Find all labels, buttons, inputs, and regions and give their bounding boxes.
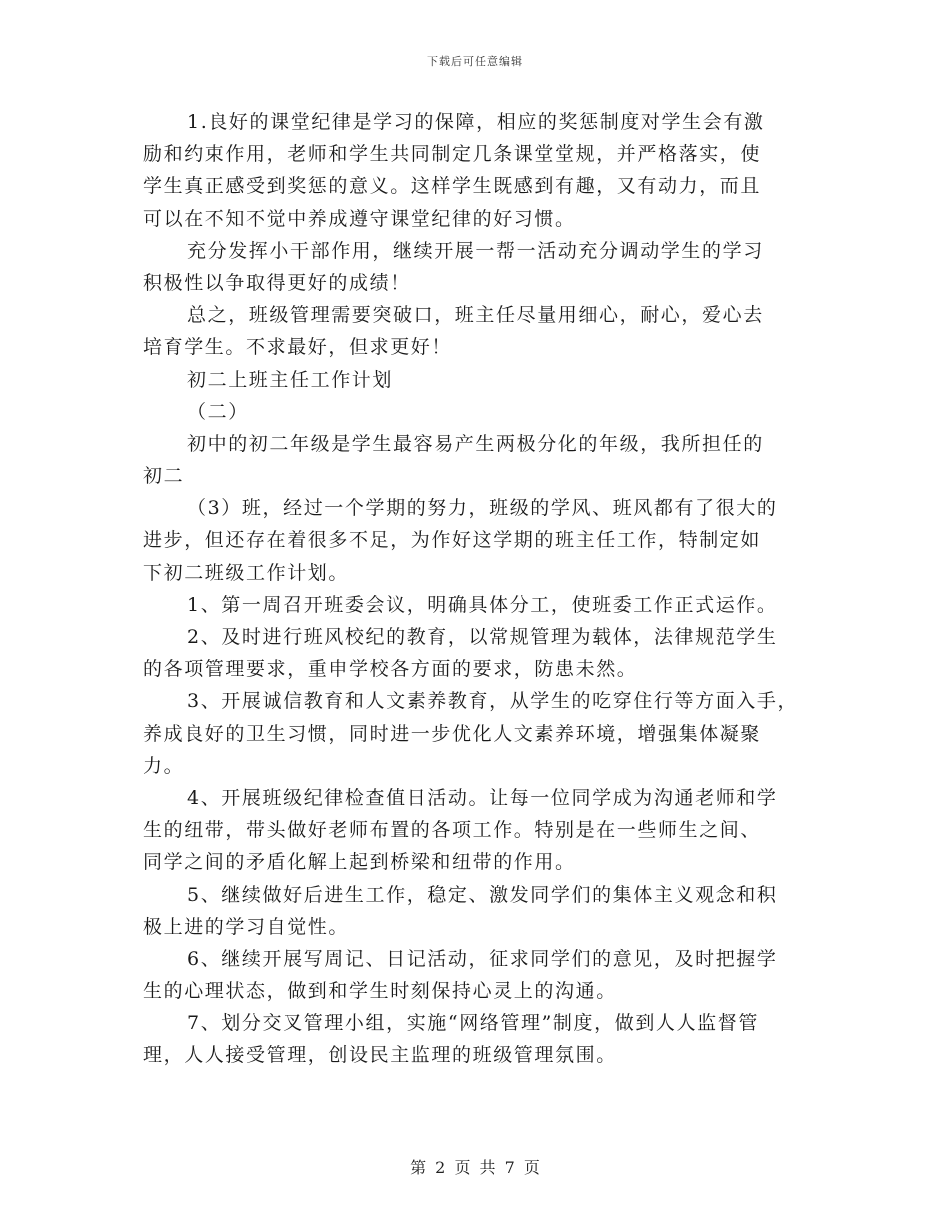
text-line: 进步，但还存在着很多不足，为作好这学期的班主任工作，特制定如	[143, 529, 762, 552]
text-line: 3、开展诚信教育和人文素养教育，从学生的吃穿住行等方面入手，	[187, 690, 799, 713]
text-line: 可以在不知不觉中养成遵守课堂纪律的好习惯。	[143, 207, 576, 230]
text-line: 5、继续做好后进生工作，稳定、激发同学们的集体主义观念和积	[187, 883, 778, 906]
text-line: 励和约束作用，老师和学生共同制定几条课堂堂规，并严格落实，使	[143, 143, 762, 166]
text-line: 培育学生。不求最好，但求更好！	[143, 336, 453, 359]
section-title: 初二上班主任工作计划	[187, 368, 394, 391]
text-line: 4、开展班级纪律检查值日活动。让每一位同学成为沟通老师和学	[187, 786, 778, 809]
text-line: 充分发挥小干部作用，继续开展一帮一活动充分调动学生的学习	[187, 239, 764, 262]
text-line: 生的纽带，带头做好老师布置的各项工作。特别是在一些师生之间、	[143, 819, 762, 842]
text-line: 初二	[143, 465, 185, 488]
text-line: 下初二班级工作计划。	[143, 561, 350, 584]
text-line: 1、第一周召开班委会议，明确具体分工，使班委工作正式运作。	[187, 593, 778, 616]
text-line: 养成良好的卫生习惯，同时进一步优化人文素养环境，增强集体凝聚	[143, 722, 762, 745]
text-line: 的各项管理要求，重申学校各方面的要求，防患未然。	[143, 658, 638, 681]
text-line: 极上进的学习自觉性。	[143, 915, 350, 938]
text-line: 同学之间的矛盾化解上起到桥梁和纽带的作用。	[143, 851, 576, 874]
text-line: 学生真正感受到奖惩的意义。这样学生既感到有趣，又有动力，而且	[143, 175, 762, 198]
text-line: 2、及时进行班风校纪的教育，以常规管理为载体，法律规范学生	[187, 626, 778, 648]
document-body	[143, 106, 808, 1072]
text-line: 积极性以争取得更好的成绩！	[143, 271, 411, 294]
text-line: 理，人人接受管理，创设民主监理的班级管理氛围。	[143, 1044, 617, 1067]
page-number: 第 2 页 共 7 页	[410, 1158, 540, 1177]
text-line: （3）班，经过一个学期的努力，班级的学风、班风都有了很大的	[187, 497, 778, 520]
section-subtitle: （二）	[187, 400, 249, 423]
text-line: 生的心理状态，做到和学生时刻保持心灵上的沟通。	[143, 980, 617, 1003]
text-line: 6、继续开展写周记、日记活动，征求同学们的意见，及时把握学	[187, 947, 778, 970]
text-line: 初中的初二年级是学生最容易产生两极分化的年级，我所担任的	[187, 432, 764, 455]
header-note: 下载后可任意编辑	[427, 55, 523, 68]
text-line: 7、划分交叉管理小组，实施“网络管理”制度，做到人人监督管	[187, 1012, 759, 1035]
text-line: 总之，班级管理需要突破口，班主任尽量用细心，耐心，爱心去	[187, 304, 764, 327]
text-line: 力。	[143, 754, 185, 777]
text-line: 1.良好的课堂纪律是学习的保障，相应的奖惩制度对学生会有激	[187, 111, 765, 133]
